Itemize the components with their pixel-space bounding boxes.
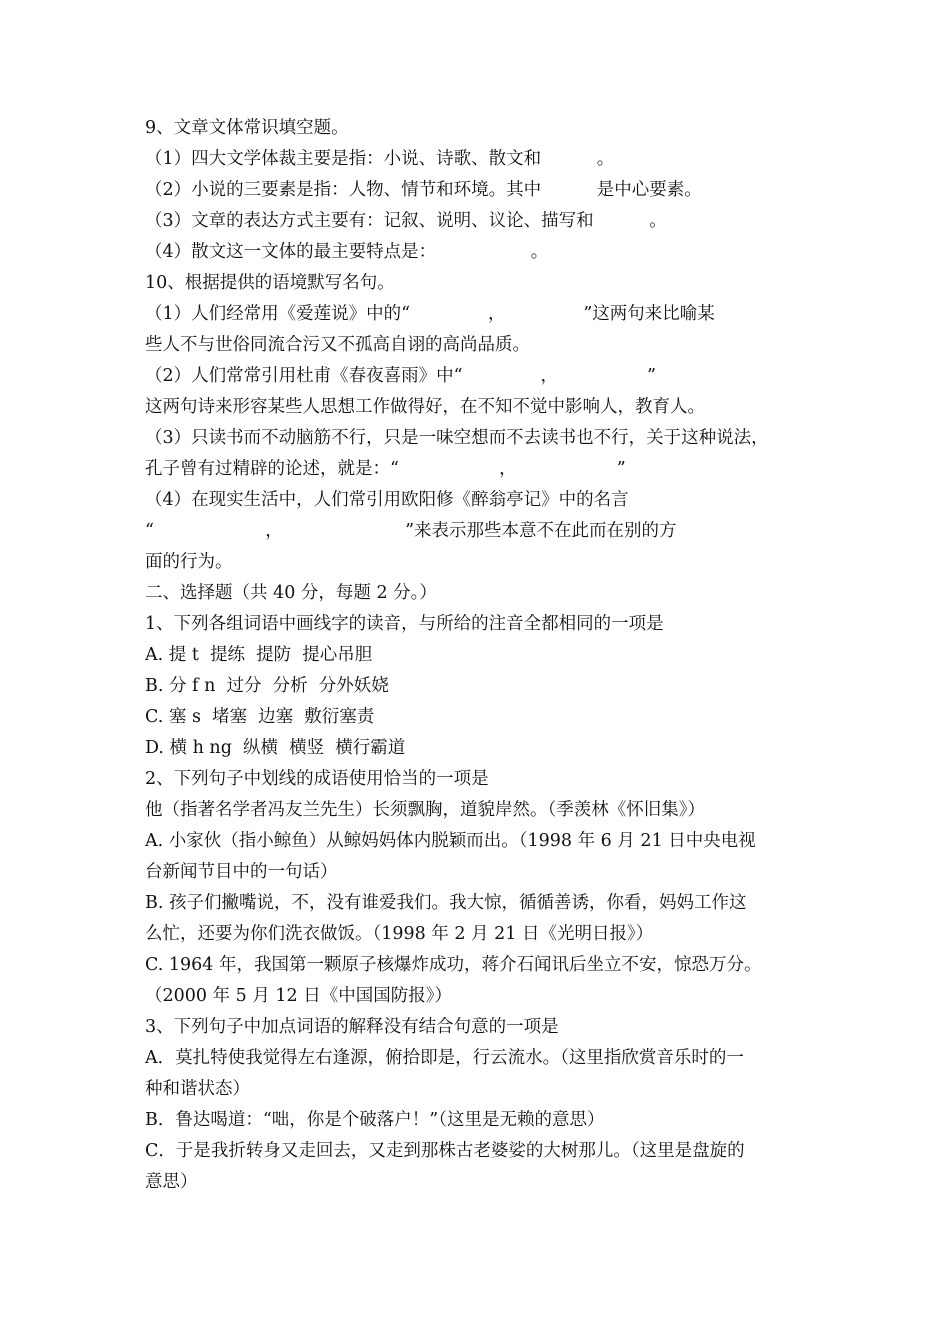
- text-line: （4）在现实生活中，人们常引用欧阳修《醉翁亭记》中的名言: [145, 490, 629, 510]
- text-line: 3、下列句子中加点词语的解释没有结合句意的一项是: [145, 1017, 559, 1037]
- text-line: C．于是我折转身又走回去，又走到那株古老婆娑的大树那儿。（这里是盘旋的: [145, 1141, 745, 1161]
- text-line: 台新闻节目中的一句话）: [145, 862, 338, 882]
- text-line: C. 1964 年，我国第一颗原子核爆炸成功，蒋介石闻讯后坐立不安，惊恐万分。: [145, 955, 762, 975]
- text-line: 种和谐状态）: [145, 1079, 250, 1099]
- text-line: （1）人们经常用《爱莲说》中的“ ， ”这两句来比喻某: [145, 304, 715, 324]
- text-line: （3）文章的表达方式主要有：记叙、说明、议论、描写和 。: [145, 211, 667, 231]
- text-line: 10、根据提供的语境默写名句。: [145, 273, 395, 293]
- text-line: （2）小说的三要素是指：人物、情节和环境。其中 是中心要素。: [145, 180, 702, 200]
- text-line: 2、下列句子中划线的成语使用恰当的一项是: [145, 769, 489, 789]
- text-line: 孔子曾有过精辟的论述，就是：“ ， ”: [145, 459, 626, 479]
- text-line: 么忙，还要为你们洗衣做饭。（1998 年 2 月 21 日《光明日报》）: [145, 924, 654, 944]
- text-line: 这两句诗来形容某些人思想工作做得好，在不知不觉中影响人，教育人。: [145, 397, 705, 417]
- text-line: A. 小家伙（指小鲸鱼）从鲸妈妈体内脱颖而出。（1998 年 6 月 21 日中央电视: [145, 831, 756, 851]
- text-line: 些人不与世俗同流合污又不孤高自诩的高尚品质。: [145, 335, 530, 355]
- text-line: B. 孩子们撇嘴说，不，没有谁爱我们。我大惊，循循善诱，你看，妈妈工作这: [145, 893, 747, 913]
- text-line: （3）只读书而不动脑筋不行，只是一味空想而不去读书也不行，关于这种说法，: [145, 428, 769, 448]
- text-line: A．莫扎特使我觉得左右逢源，俯拾即是，行云流水。（这里指欣赏音乐时的一: [145, 1048, 744, 1068]
- text-line: 1、下列各组词语中画线字的读音，与所给的注音全都相同的一项是: [145, 614, 664, 634]
- text-line: B．鲁达喝道：“咄，你是个破落户！”（这里是无赖的意思）: [145, 1110, 605, 1130]
- text-line: （1）四大文学体裁主要是指：小说、诗歌、散文和 。: [145, 149, 615, 169]
- text-line: C. 塞 s 堵塞 边塞 敷衍塞责: [145, 707, 375, 727]
- document-text: [145, 113, 813, 1198]
- text-line: 9、文章文体常识填空题。: [145, 118, 349, 138]
- text-line: 他（指著名学者冯友兰先生）长须飘胸，道貌岸然。（季羡林《怀旧集》）: [145, 800, 705, 820]
- text-line: （4）散文这一文体的最主要特点是： 。: [145, 242, 549, 262]
- text-line: （2000 年 5 月 12 日《中国国防报》）: [145, 986, 453, 1006]
- text-line: A. 提 t 提练 提防 提心吊胆: [145, 645, 373, 665]
- text-line: “ ， ”来表示那些本意不在此而在别的方: [145, 521, 677, 541]
- text-line: 二、选择题（共 40 分，每题 2 分。）: [145, 583, 437, 603]
- text-line: 意思）: [145, 1172, 198, 1192]
- text-line: 面的行为。: [145, 552, 233, 572]
- text-line: D. 横 h ng 纵横 横竖 横行霸道: [145, 738, 406, 758]
- text-line: B. 分 f n 过分 分析 分外妖娆: [145, 676, 389, 696]
- text-line: （2）人们常常引用杜甫《春夜喜雨》中“ ， ”: [145, 366, 656, 386]
